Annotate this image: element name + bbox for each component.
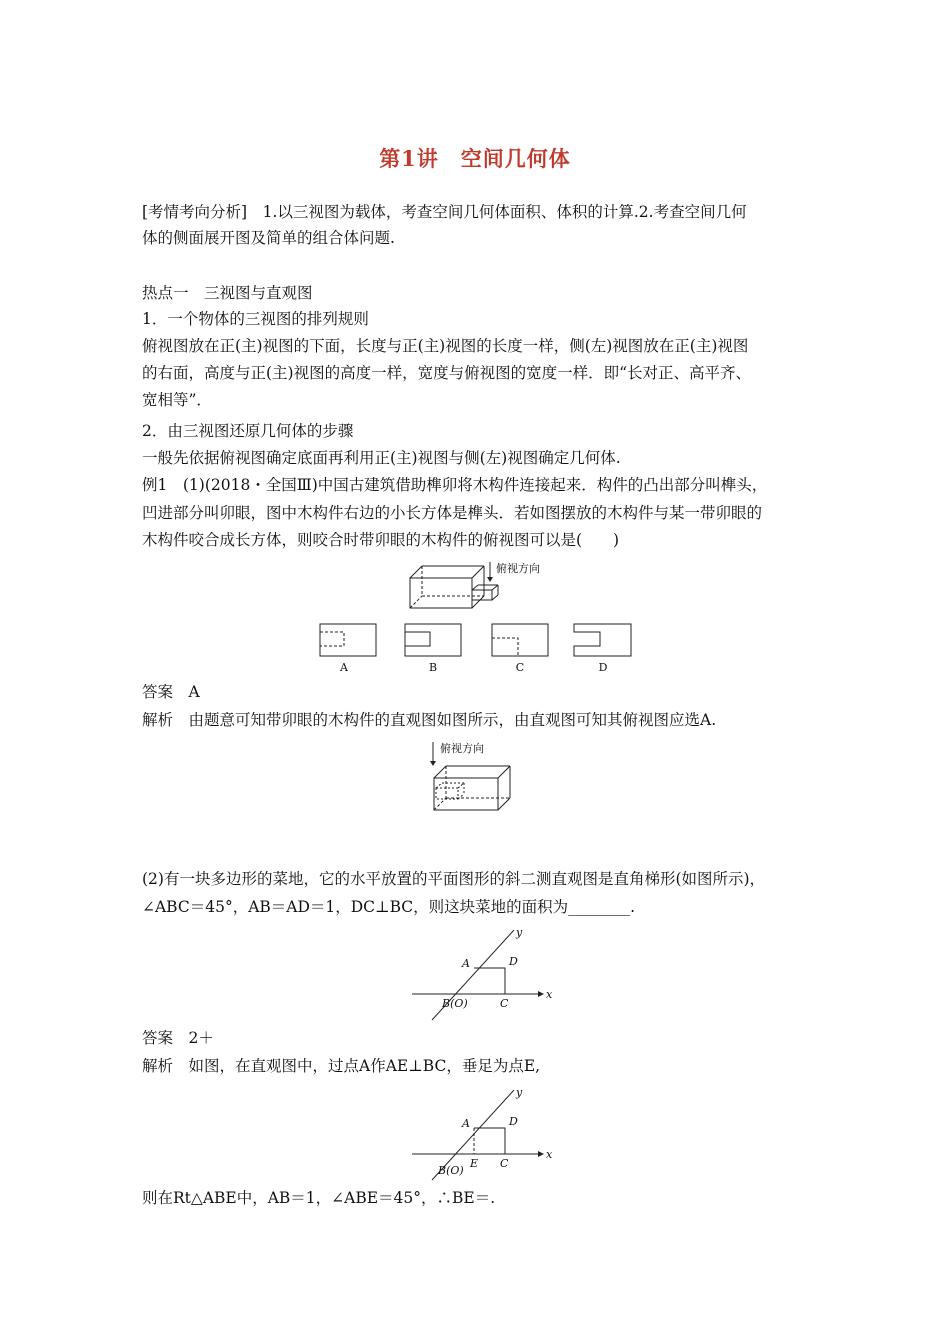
mortise-block-shape (434, 766, 510, 810)
page-title: 第1讲 空间几何体 (379, 146, 571, 171)
trapezoid-figure (408, 922, 553, 1022)
tenon-figure-svg (310, 558, 650, 678)
option-c-label: C (515, 661, 525, 674)
trapezoid-e-figure-svg (408, 1082, 553, 1182)
rule-1-line-1: 俯视图放在正(主)视图的下面，长度与正(主)视图的长度一样，侧(左)视图放在正(主)视图 (142, 337, 749, 355)
view-direction-label: 俯视方向 (496, 562, 540, 575)
option-d-shape (574, 624, 631, 656)
x-axis-label: x (546, 988, 553, 1001)
section-heading: 热点一 三视图与直观图 (142, 284, 313, 302)
analysis-2: 解析 如图，在直观图中，过点A作AE⊥BC，垂足为点E, (142, 1057, 541, 1075)
trapezoid-e-figure (408, 1082, 553, 1182)
point-bo-label: B(O) (442, 997, 468, 1010)
x-axis-arrow-2 (538, 1151, 544, 1157)
point-d-label-2: D (509, 1115, 518, 1128)
mortise-figure-svg (420, 738, 540, 820)
view-direction-arrow (487, 562, 493, 582)
x-axis-label-2: x (546, 1148, 553, 1161)
analysis-1: 解析 由题意可知带卯眼的木构件的直观图如图所示，由直观图可知其俯视图应选A. (142, 711, 717, 729)
option-b-shape (405, 624, 461, 656)
point-bo-label-2: B(O) (438, 1164, 464, 1177)
trapezoid-shape (412, 930, 538, 1020)
final-line: 则在Rt△ABE中，AB＝1，∠ABE＝45°，∴BE＝. (142, 1189, 496, 1207)
tenon-shape (472, 585, 498, 600)
rule-1-title: 1．一个物体的三视图的排列规则 (142, 310, 369, 328)
point-a-label: A (462, 957, 470, 970)
large-block-shape (410, 566, 484, 608)
point-c-label-2: C (500, 1157, 509, 1170)
view-direction-label-2: 俯视方向 (440, 742, 484, 755)
rule-1-line-3: 宽相等”． (142, 391, 212, 409)
option-b-label: B (428, 661, 438, 674)
answer-1: 答案 A (142, 683, 200, 701)
y-axis-label: y (516, 926, 523, 939)
point-d-label: D (509, 955, 518, 968)
part2-line-2: ∠ABC＝45°，AB＝AD＝1，DC⊥BC，则这块菜地的面积为________. (142, 898, 636, 916)
option-a-label: A (340, 661, 348, 674)
view-direction-arrow-2 (430, 742, 436, 766)
trapezoid-figure-svg (408, 922, 553, 1022)
option-d-label: D (598, 661, 608, 674)
example-line-2: 凹进部分叫卯眼，图中木构件右边的小长方体是榫头．若如图摆放的木构件与某一带卯眼的 (142, 504, 763, 522)
x-axis-arrow (538, 991, 544, 997)
option-c-shape (492, 624, 548, 656)
y-axis-label-2: y (516, 1086, 523, 1099)
mortise-figure (420, 738, 540, 820)
example-line-1: 例1 (1)(2018・全国Ⅲ)中国古建筑借助榫卯将木构件连接起来．构件的凸出部分叫榫头， (142, 476, 768, 494)
rule-2-line-1: 一般先依据俯视图确定底面再利用正(主)视图与侧(左)视图确定几何体. (142, 449, 621, 467)
point-c-label: C (500, 997, 509, 1010)
option-a-shape (320, 624, 376, 656)
rule-1-line-2: 的右面，高度与正(主)视图的高度一样，宽度与俯视图的宽度一样．即“长对正、高平齐、 (142, 364, 752, 382)
point-a-label-2: A (462, 1117, 470, 1130)
example-line-3: 木构件咬合成长方体，则咬合时带卯眼的木构件的俯视图可以是( ) (142, 531, 620, 549)
rule-2-title: 2．由三视图还原几何体的步骤 (142, 422, 354, 440)
intro-line-1: [考情考向分析] 1.以三视图为载体，考查空间几何体面积、体积的计算.2.考查空间几何 (142, 203, 747, 221)
intro-line-2: 体的侧面展开图及简单的组合体问题. (142, 229, 395, 247)
answer-2: 答案 2＋ (142, 1029, 214, 1047)
tenon-figure (310, 558, 650, 678)
point-e-label: E (470, 1157, 479, 1170)
part2-line-1: (2)有一块多边形的菜地，它的水平放置的平面图形的斜二测直观图是直角梯形(如图所示)， (142, 870, 766, 888)
